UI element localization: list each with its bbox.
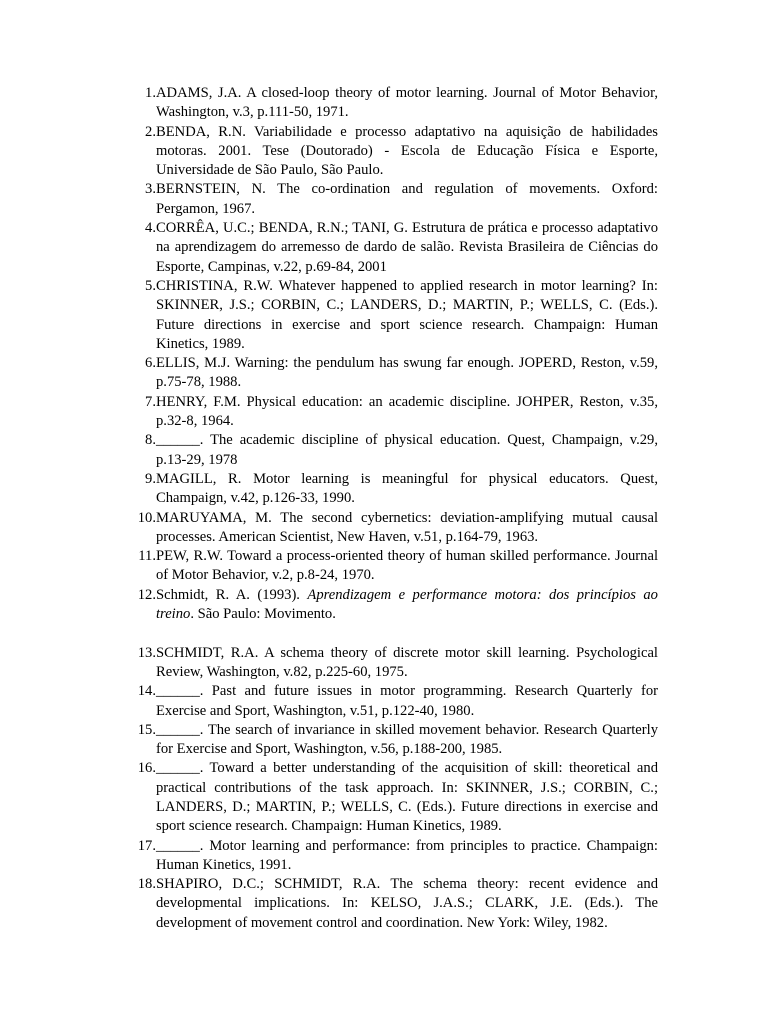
reference-item [114,180,658,219]
reference-item [114,84,658,123]
reference-text: CORRÊA, U.C.; BENDA, R.N.; TANI, G. Estrutura de prática e processo adaptativo na aprendizagem do arremesso de dardo de salão. Revista Brasileira de Ciências do Esporte, Campinas, v.22, p.69-84, 2001 [156,220,658,275]
reference-number [114,721,156,740]
reference-book-title: Aprendizagem e performance motora: dos princípios ao treino [156,586,658,623]
reference-item [114,547,658,586]
reference-number [114,354,156,373]
reference-number-label: 13. [137,644,156,661]
reference-text: ______. The search of invariance in skilled movement behavior. Research Quarterly for Exercise and Sport, Washington, v.56, p.188-200, 1985. [156,721,658,758]
reference-item [114,509,658,548]
reference-item [114,837,658,876]
reference-item [114,586,658,625]
reference-text-post: . São Paulo: Movimento. [190,606,336,623]
reference-item [114,682,658,721]
reference-number-label: 5. [145,277,156,294]
reference-number-label: 2. [145,123,156,140]
reference-number [114,393,156,412]
reference-text: ______. Motor learning and performance: from principles to practice. Champaign: Human Kinetics, 1991. [156,837,658,873]
reference-number [114,547,156,566]
reference-number [114,123,156,142]
reference-number [114,84,156,103]
reference-text: MAGILL, R. Motor learning is meaningful for physical educators. Quest, Champaign, v.42, p.126-33, 1990. [156,470,658,507]
reference-number [114,759,156,778]
reference-item [114,721,658,760]
reference-number-label: 10. [137,509,156,526]
reference-text: ______. Past and future issues in motor programming. Research Quarterly for Exercise and Sport, Washington, v.51, p.122-40, 1980. [156,683,658,719]
reference-text: SHAPIRO, D.C.; SCHMIDT, R.A. The schema theory: recent evidence and developmental implications. In: KELSO, J.A.S.; CLARK, J.E. (Eds.). The development of movement control and coordination. New York: Wiley, 1982. [156,876,658,931]
reference-number [114,470,156,489]
reference-number [114,586,156,605]
reference-text: ADAMS, J.A. A closed-loop theory of motor learning. Journal of Motor Behavior, Washington, v.3, p.111-50, 1971. [156,85,658,121]
reference-item [114,393,658,432]
reference-number-label: 15. [137,721,156,738]
reference-item [114,644,658,683]
reference-item [114,875,658,933]
reference-item [114,123,658,181]
reference-text: BERNSTEIN, N. The co-ordination and regulation of movements. Oxford: Pergamon, 1967. [156,181,658,217]
reference-text-pre: Schmidt, R. A. (1993). [156,586,308,603]
reference-item [114,277,658,354]
reference-number [114,644,156,663]
reference-number-label: 14. [137,683,156,700]
reference-item [114,431,658,470]
reference-text: ELLIS, M.J. Warning: the pendulum has swung far enough. JOPERD, Reston, v.59, p.75-78, 1988. [156,355,658,391]
reference-text: PEW, R.W. Toward a process-oriented theory of human skilled performance. Journal of Motor Behavior, v.2, p.8-24, 1970. [156,548,658,584]
reference-text: HENRY, F.M. Physical education: an academic discipline. JOHPER, Reston, v.35, p.32-8, 1964. [156,393,658,430]
reference-number [114,682,156,701]
reference-item [114,759,658,836]
reference-number-label: 9. [145,470,156,487]
reference-number-label: 4. [145,220,156,237]
reference-text: CHRISTINA, R.W. Whatever happened to applied research in motor learning? In: SKINNER, J.S.; CORBIN, C.; LANDERS, D.; MARTIN, P.; WELLS, C. (Eds.). Future directions in exercise and sport science research. Champaign: Human Kinetics, 1989. [156,277,658,352]
reference-text: BENDA, R.N. Variabilidade e processo adaptativo na aquisição de habilidades motoras. 2001. Tese (Doutorado) - Escola de Educação Física e Esporte, Universidade de São Paulo, São Paulo. [156,123,658,179]
reference-number-label: 12. [137,586,156,603]
reference-number [114,509,156,528]
reference-text: MARUYAMA, M. The second cybernetics: deviation-amplifying mutual causal processes. American Scientist, New Haven, v.51, p.164-79, 1963. [156,509,658,545]
reference-number-label: 6. [145,355,156,372]
reference-text [156,586,658,625]
reference-text: ______. The academic discipline of physical education. Quest, Champaign, v.29, p.13-29, 1978 [156,432,658,468]
reference-item [114,470,658,509]
reference-number-label: 1. [145,85,156,101]
reference-text: ______. Toward a better understanding of the acquisition of skill: theoretical and practical contributions of the task approach. In: SKINNER, J.S.; CORBIN, C.; LANDERS, D.; MARTIN, P.; WELLS, C. (Eds.). Future directions in exercise and sport science research. Champaign: Human Kinetics, 1989. [156,760,658,835]
reference-number [114,875,156,894]
reference-number [114,277,156,296]
reference-number-label: 8. [145,432,156,449]
reference-list [114,84,658,933]
reference-number [114,431,156,450]
reference-item [114,219,658,277]
reference-item [114,354,658,393]
reference-number-label: 18. [137,876,156,893]
reference-number [114,837,156,856]
reference-number [114,180,156,199]
reference-number-label: 16. [137,760,156,777]
reference-number [114,219,156,238]
reference-number-label: 11. [138,548,156,565]
reference-text: SCHMIDT, R.A. A schema theory of discrete motor skill learning. Psychological Review, Washington, v.82, p.225-60, 1975. [156,644,658,680]
reference-number-label: 7. [145,393,156,410]
reference-number-label: 3. [145,181,156,198]
reference-number-label: 17. [137,837,156,854]
